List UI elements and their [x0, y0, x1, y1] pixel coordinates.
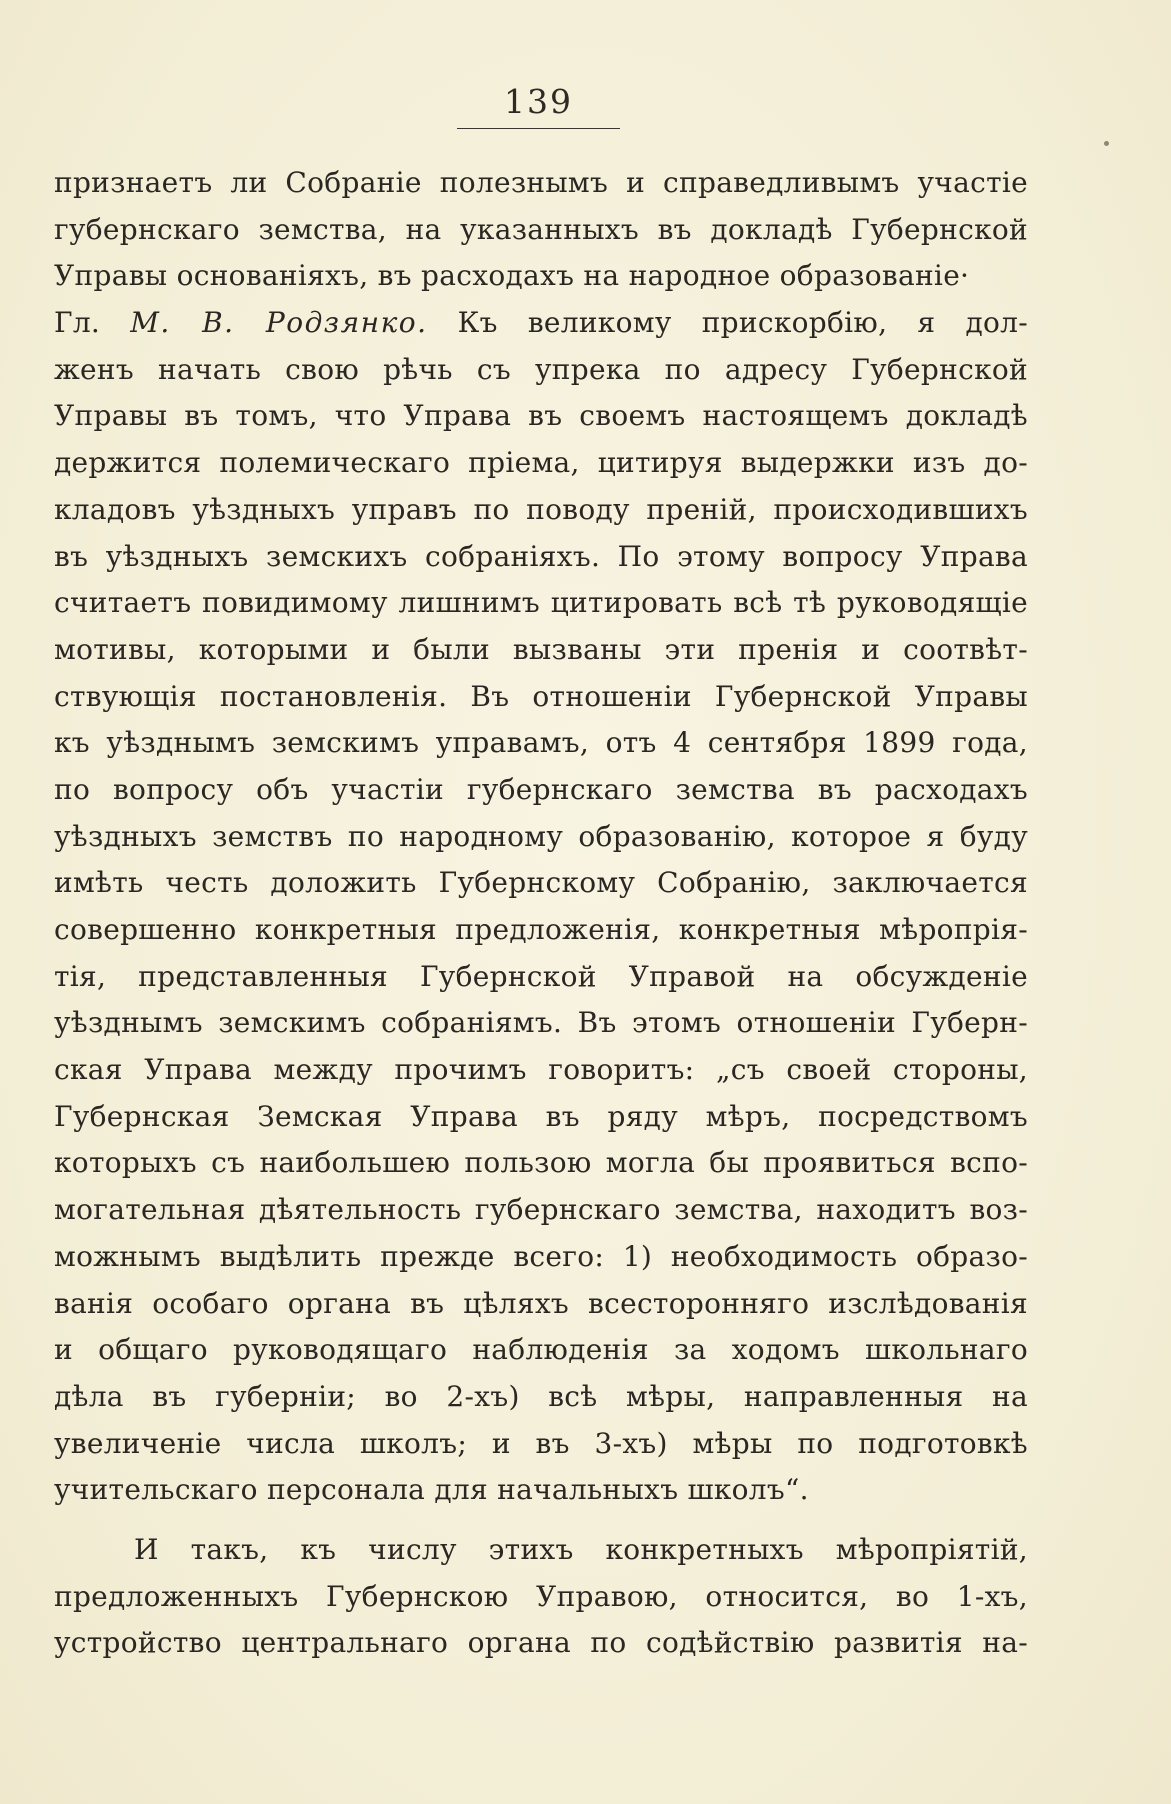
body-text — [54, 160, 1028, 1667]
text-line: тія, представленныя Губернской Управой на обсужденіе — [54, 959, 1028, 993]
page-number-rule — [457, 128, 620, 129]
text-line: мотивы, которыми и были вызваны эти пренія и соотвѣт- — [54, 632, 1028, 666]
text-line: по вопросу объ участіи губернскаго земства въ расходахъ — [54, 772, 1028, 806]
text-line: уѣзднымъ земскимъ собраніямъ. Въ этомъ отношеніи Губерн- — [54, 1006, 1028, 1040]
speech-text: Къ великому прискорбію, я дол- — [427, 306, 1029, 340]
text-line: кладовъ уѣздныхъ управъ по поводу преній, происходившихъ — [54, 492, 1028, 526]
text-line: дѣла въ губерніи; во 2-хъ) всѣ мѣры, направленныя на — [54, 1379, 1028, 1413]
text-line: держится полемическаго пріема, цитируя выдержки изъ до- — [54, 446, 1028, 480]
text-line: ская Управа между прочимъ говоритъ: „съ своей стороны, — [54, 1053, 1028, 1087]
text-line: И такъ, къ числу этихъ конкретныхъ мѣропріятій, — [134, 1532, 1028, 1566]
text-line — [54, 300, 1028, 347]
text-line: считаетъ повидимому лишнимъ цитировать всѣ тѣ руководящіе — [54, 586, 1028, 620]
text-line: признаетъ ли Собраніе полезнымъ и справедливымъ участіе — [54, 166, 1028, 199]
text-line: совершенно конкретныя предложенія, конкретныя мѣропрія- — [54, 913, 1028, 946]
text-line: въ уѣздныхъ земскихъ собраніяхъ. По этому вопросу Управа — [54, 539, 1028, 573]
speaker-name: М. В. Родзянко. — [130, 306, 428, 340]
text-line: ствующія постановленія. Въ отношеніи Губернской Управы — [54, 679, 1028, 713]
text-line: ванія особаго органа въ цѣляхъ всесторонняго изслѣдованія — [54, 1286, 1028, 1320]
text-line: Управы въ томъ, что Управа въ своемъ настоящемъ докладѣ — [54, 399, 1028, 433]
text-line: могательная дѣятельность губернскаго земства, находитъ воз- — [54, 1193, 1028, 1227]
text-line: и общаго руководящаго наблюденія за ходомъ школьнаго — [54, 1333, 1028, 1367]
text-line: устройство центральнаго органа по содѣйствію развитія на- — [54, 1626, 1028, 1660]
text-line: губернскаго земства, на указанныхъ въ докладѣ Губернской — [54, 212, 1028, 246]
text-line: къ уѣзднымъ земскимъ управамъ, отъ 4 сентября 1899 года, — [54, 726, 1028, 760]
text-line: женъ начать свою рѣчь съ упрека по адресу Губернской — [54, 352, 1028, 386]
text-line: можнымъ выдѣлить прежде всего: 1) необходимость образо- — [54, 1239, 1028, 1273]
text-line: увеличеніе числа школъ; и въ 3-хъ) мѣры по подготовкѣ — [54, 1426, 1028, 1460]
text-line: имѣть честь доложить Губернскому Собранію, заключается — [54, 866, 1028, 900]
text-line: предложенныхъ Губернскою Управою, относится, во 1-хъ, — [54, 1579, 1028, 1613]
text-line: Управы основаніяхъ, въ расходахъ на народное образованіе· — [54, 259, 970, 293]
text-line: которыхъ съ наибольшею пользою могла бы проявиться вспо- — [54, 1146, 1028, 1180]
text-line: Губернская Земская Управа въ ряду мѣръ, посредствомъ — [54, 1099, 1028, 1133]
paper-speck — [1104, 141, 1109, 146]
speaker-prefix: Гл. — [54, 306, 131, 340]
text-line: уѣздныхъ земствъ по народному образованію, которое я буду — [54, 819, 1028, 853]
page-number: 139 — [504, 82, 573, 121]
text-line: учительскаго персонала для начальныхъ школъ“. — [54, 1473, 809, 1507]
